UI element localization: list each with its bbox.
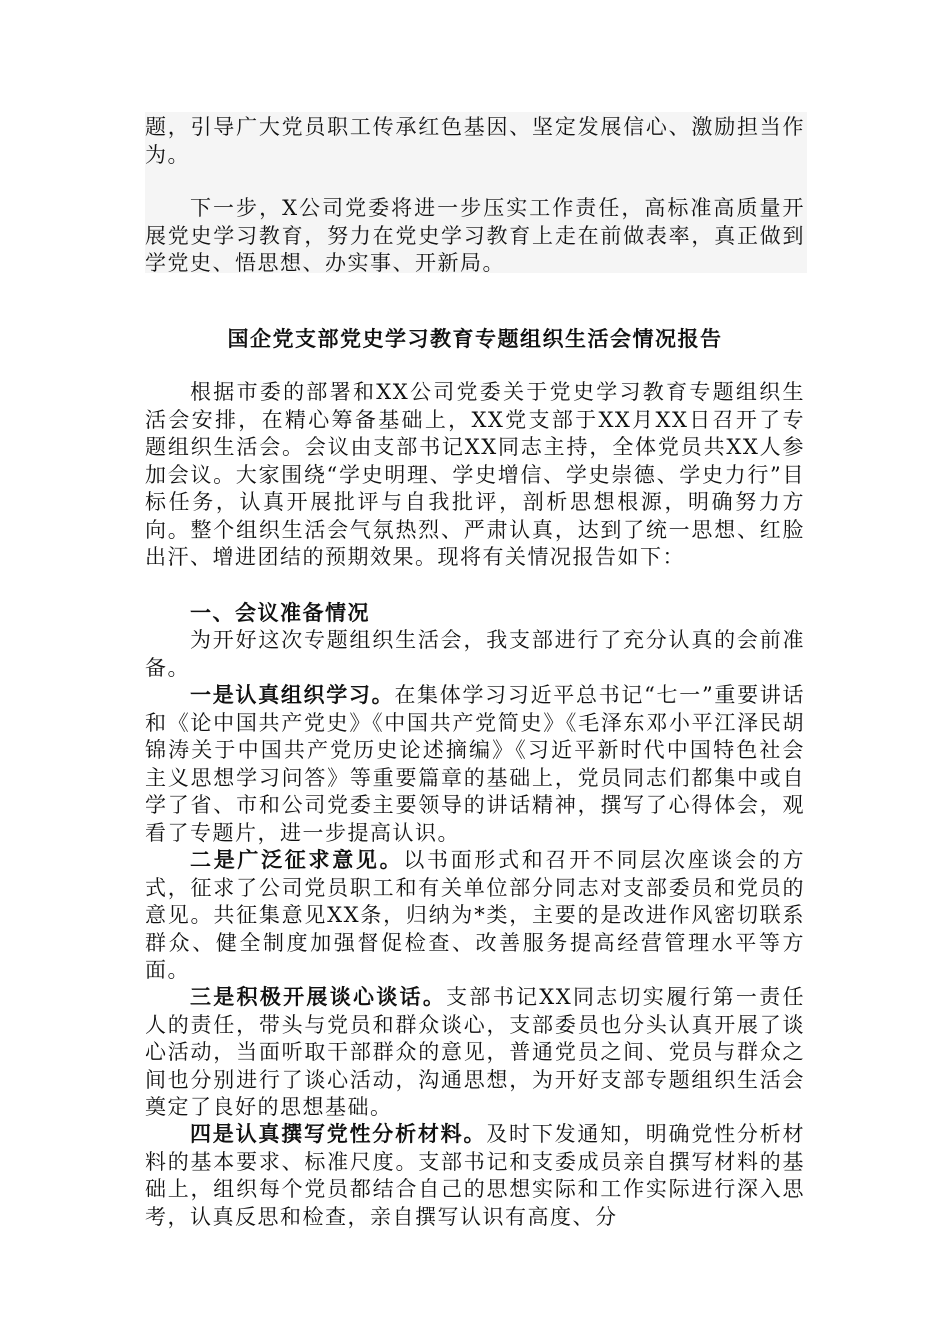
item-lead: 一是认真组织学习。	[190, 683, 395, 707]
report-intro-paragraph: 根据市委的部署和XX公司党委关于党史学习教育专题组织生活会安排，在精心筹备基础上，XX党支部于XX月XX日召开了专题组织生活会。会议由支部书记XX同志主持，全体党员共XX人参加会议。大家围绕“学史明理、学史增信、学史崇德、学史力行”目标任务，认真开展批评与自我批评，剖析思想根源，明确努力方向。整个组织生活会气氛热烈、严肃认真，达到了统一思想、红脸出汗、增进团结的预期效果。现将有关情况报告如下：	[145, 380, 805, 569]
item-organize-study	[145, 682, 805, 847]
report-title: 国企党支部党史学习教育专题组织生活会情况报告	[227, 327, 723, 351]
item-text: 及时下发通知，明确党性分析材料的基本要求、标准尺度。支部书记和支委成员亲自撰写材料的基础上，组织每个党员都结合自己的思想实际和工作实际进行深入思考，认真反思和检查，亲自撰写认识有高度、分	[145, 1122, 805, 1229]
previous-paragraph-next-steps: 下一步，X公司党委将进一步压实工作责任，高标准高质量开展党史学习教育，努力在党史学习教育上走在前做表率，真正做到学党史、悟思想、办实事、开新局。	[145, 196, 805, 275]
previous-paragraph-ending: 题，引导广大党员职工传承红色基因、坚定发展信心、激励担当作为。	[145, 115, 805, 167]
section-intro-paragraph: 为开好这次专题组织生活会，我支部进行了充分认真的会前准备。	[145, 628, 805, 680]
item-write-analysis-materials	[145, 1121, 805, 1231]
item-lead: 三是积极开展谈心谈话。	[190, 985, 447, 1009]
item-text: 以书面形式和召开不同层次座谈会的方式，征求了公司党员职工和有关单位部分同志对支部委员和党员的意见。共征集意见XX条，归纳为*类，主要的是改进作风密切联系群众、健全制度加强督促检查、改善服务提高经营管理水平等方面。	[145, 848, 806, 982]
section-heading-meeting-preparation: 一、会议准备情况	[190, 601, 370, 625]
item-text: 支部书记XX同志切实履行第一责任人的责任，带头与党员和群众谈心，支部委员也分头认真开展了谈心活动，当面听取干部群众的意见，普通党员之间、党员与群众之间也分别进行了谈心活动，沟通思想，为开好支部专题组织生活会奠定了良好的思想基础。	[145, 985, 805, 1119]
item-lead: 二是广泛征求意见。	[190, 848, 404, 872]
item-heart-to-heart-talks	[145, 984, 805, 1122]
item-solicit-opinions	[145, 847, 805, 985]
item-text: 在集体学习习近平总书记“七一”重要讲话和《论中国共产党史》《中国共产党简史》《毛泽东邓小平江泽民胡锦涛关于中国共产党历史论述摘编》《习近平新时代中国特色社会主义思想学习问答》等重要篇章的基础上，党员同志们都集中或自学了省、市和公司党委主要领导的讲话精神，撰写了心得体会，观看了专题片，进一步提高认识。	[145, 683, 805, 845]
item-lead: 四是认真撰写党性分析材料。	[190, 1122, 487, 1146]
